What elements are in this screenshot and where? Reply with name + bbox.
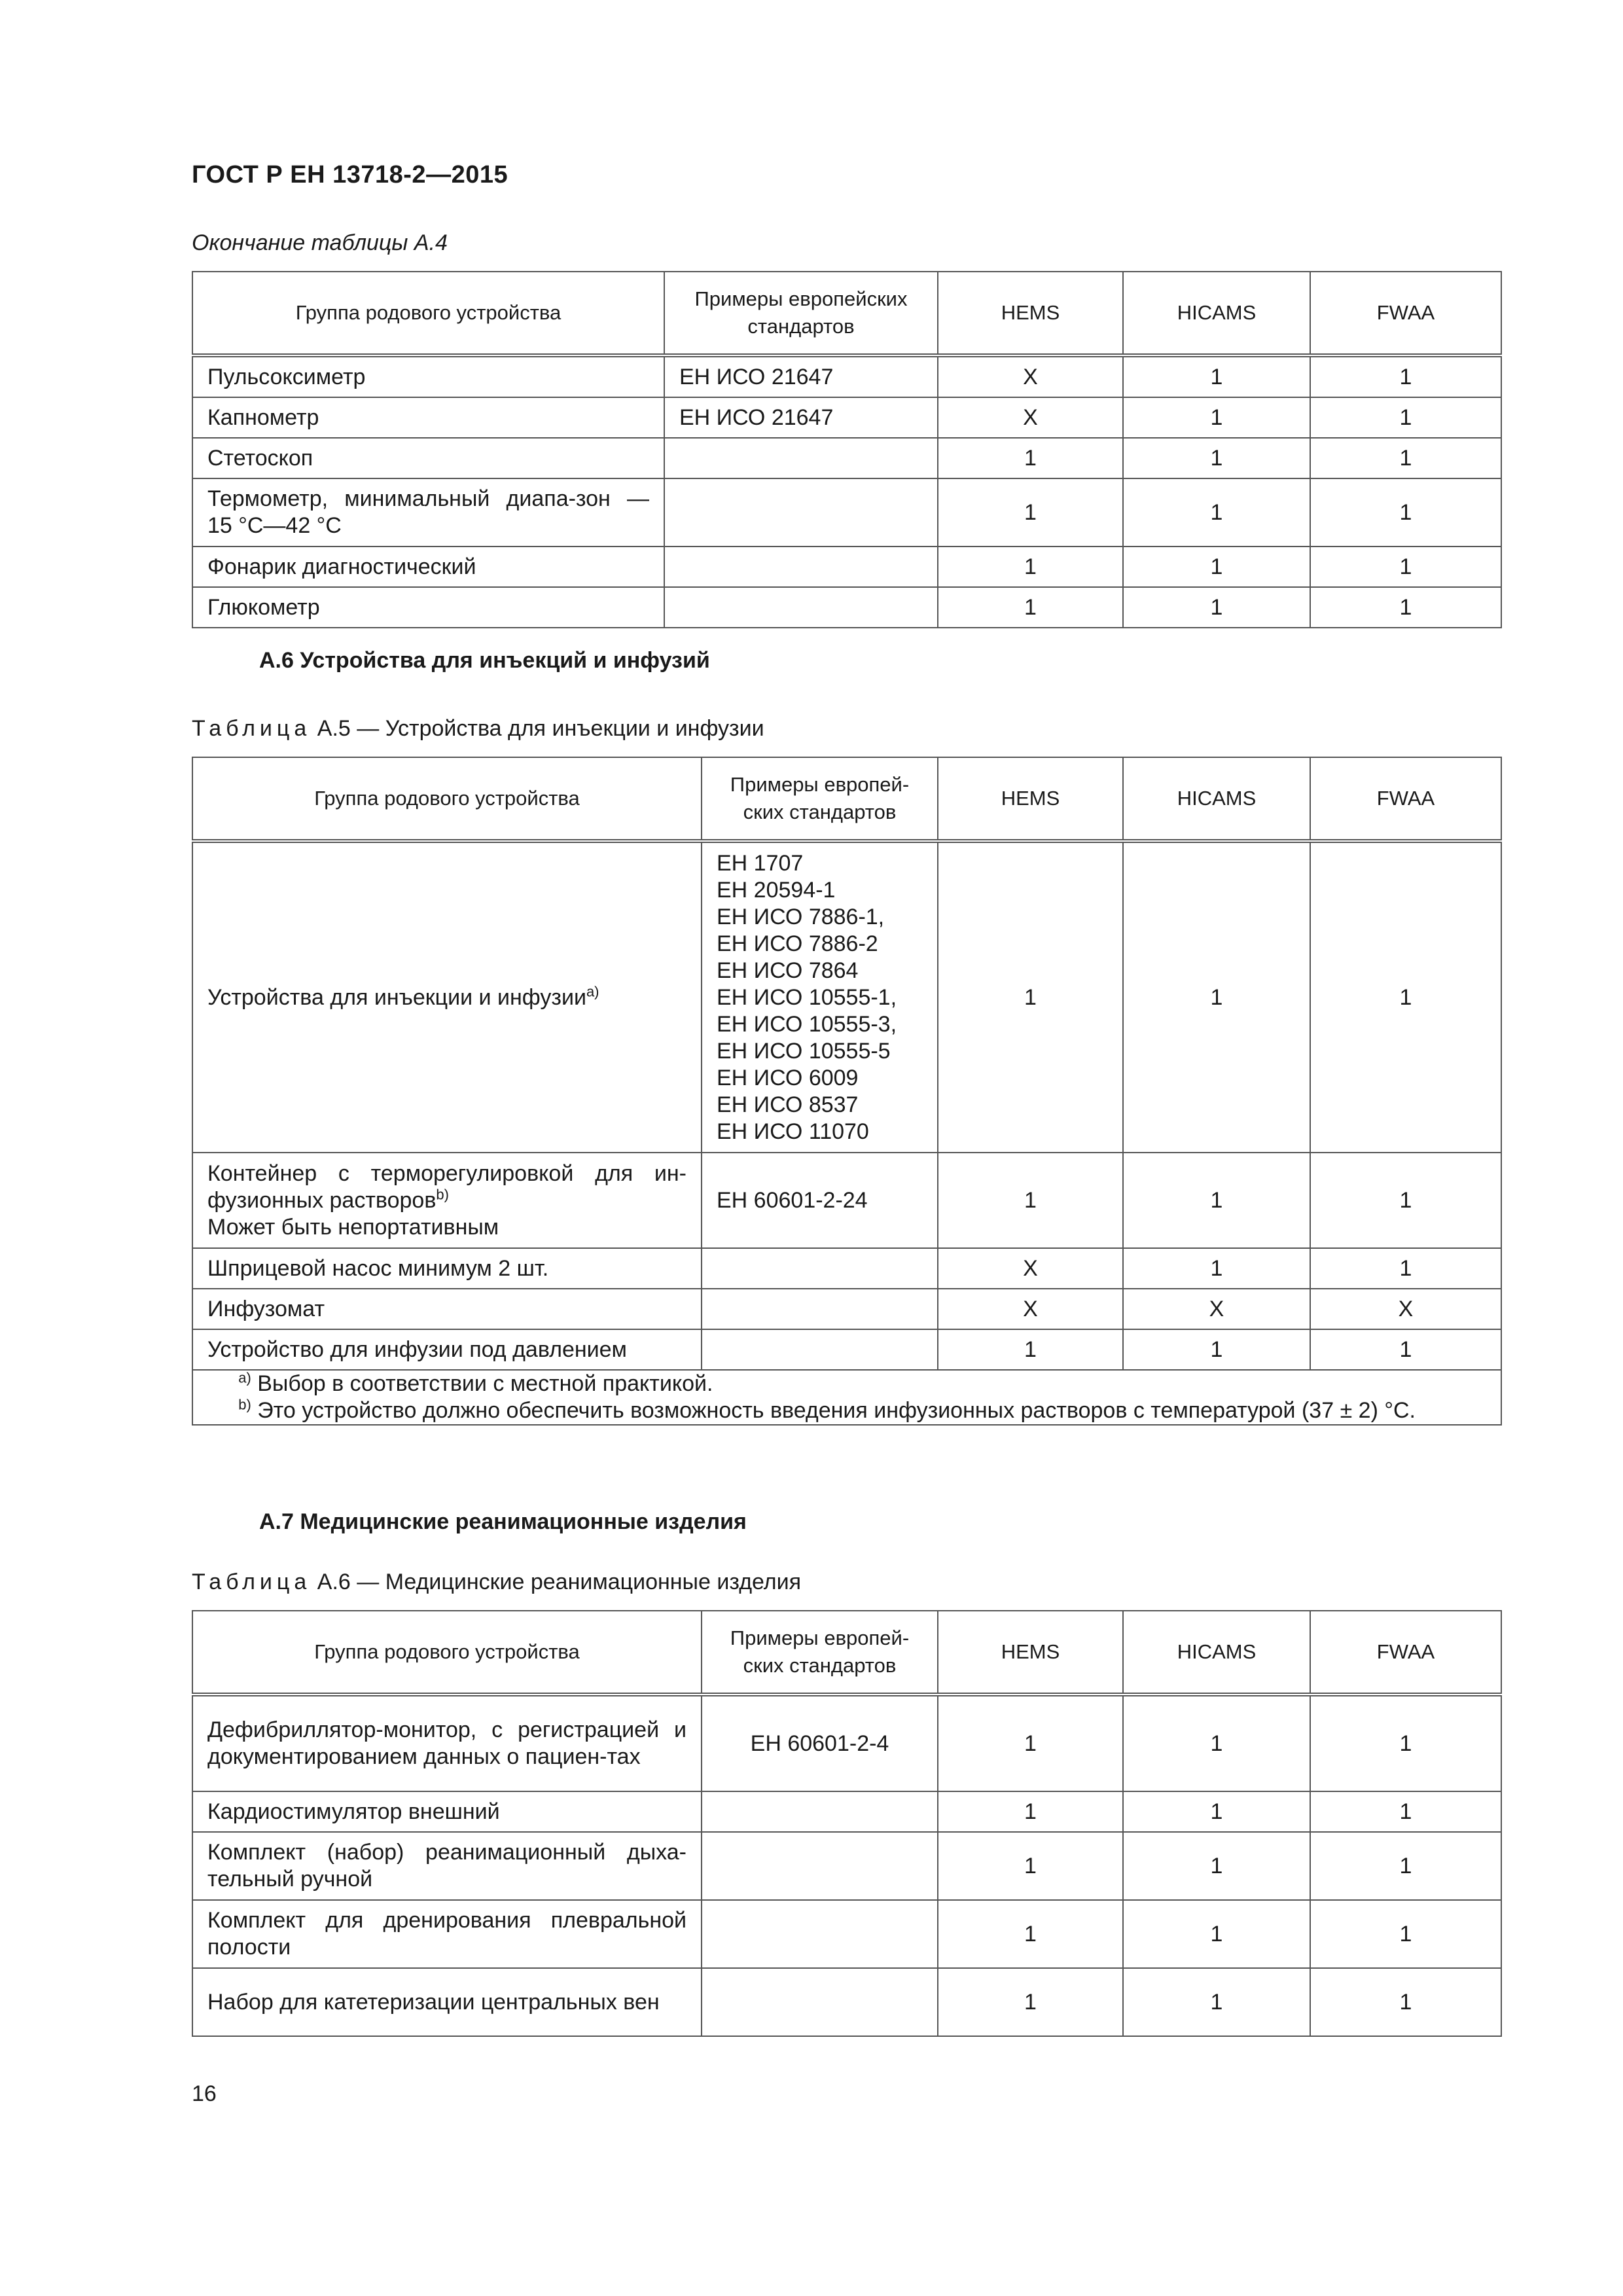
device-cell: Дефибриллятор-монитор, с регистрацией и документированием данных о пациен-тах	[192, 1695, 702, 1791]
table-row	[192, 1791, 1501, 1832]
hems-cell: 1	[938, 1791, 1123, 1832]
hems-cell: 1	[938, 438, 1123, 478]
footnote-mark: a)	[238, 1369, 251, 1386]
standards-cell	[664, 587, 938, 628]
hicams-cell: 1	[1123, 547, 1310, 587]
hems-cell: 1	[938, 547, 1123, 587]
standard-item: ЕН 1707	[717, 850, 804, 876]
table-header-row	[192, 1611, 1501, 1695]
table-row	[192, 1329, 1501, 1370]
table-row	[192, 1248, 1501, 1289]
standard-item: ЕН ИСО 7886-1,	[717, 904, 885, 929]
hems-cell: 1	[938, 1329, 1123, 1370]
standards-cell	[702, 1832, 938, 1900]
fwaa-cell: 1	[1310, 1153, 1501, 1248]
footnote-text: Выбор в соответствии с местной практикой.	[257, 1371, 713, 1396]
column-header: Примеры европей-ских стандартов	[702, 1611, 938, 1695]
standards-cell	[702, 1289, 938, 1329]
footnote-a	[207, 1371, 1486, 1397]
hems-cell: 1	[938, 1900, 1123, 1968]
table-a6	[192, 1610, 1502, 2037]
device-cell: Пульсоксиметр	[192, 355, 664, 397]
page-number: 16	[192, 2081, 217, 2106]
device-cell: Комплект для дренирования плевральной полости	[192, 1900, 702, 1968]
hicams-cell: 1	[1123, 841, 1310, 1153]
footnote-ref: b)	[436, 1186, 449, 1203]
column-header: HEMS	[938, 272, 1123, 355]
standard-item: ЕН ИСО 10555-3,	[717, 1011, 897, 1037]
table-row	[192, 1832, 1501, 1900]
standards-cell	[702, 1968, 938, 2036]
device-cell: Устройство для инфузии под давлением	[192, 1329, 702, 1370]
standards-cell	[702, 1248, 938, 1289]
footnote-ref: a)	[586, 983, 599, 1000]
standard-item: ЕН ИСО 6009	[717, 1065, 859, 1090]
table-header-row	[192, 757, 1501, 841]
device-cell: Шприцевой насос минимум 2 шт.	[192, 1248, 702, 1289]
table-footnotes-row	[192, 1370, 1501, 1425]
device-cell: Комплект (набор) реанимационный дыха-тельный ручной	[192, 1832, 702, 1900]
table-header-row	[192, 272, 1501, 355]
hems-cell: 1	[938, 587, 1123, 628]
fwaa-cell: 1	[1310, 1791, 1501, 1832]
column-header: Примеры европейских стандартов	[664, 272, 938, 355]
table-a4	[192, 271, 1502, 628]
standards-cell	[702, 1900, 938, 1968]
document-title: ГОСТ Р ЕН 13718-2—2015	[192, 161, 508, 188]
hicams-cell: 1	[1123, 1329, 1310, 1370]
standard-item: ЕН ИСО 10555-5	[717, 1038, 891, 1064]
hems-cell: 1	[938, 1695, 1123, 1791]
table-caption-text: А.6 — Медицинские реанимационные изделия	[317, 1570, 802, 1594]
fwaa-cell: 1	[1310, 1248, 1501, 1289]
hicams-cell: 1	[1123, 1900, 1310, 1968]
table-row	[192, 438, 1501, 478]
fwaa-cell: 1	[1310, 355, 1501, 397]
device-cell: Термометр, минимальный диапа-зон — 15 °С—42 °С	[192, 478, 664, 547]
hicams-cell: 1	[1123, 1832, 1310, 1900]
footnotes-cell	[192, 1370, 1501, 1425]
column-header: FWAA	[1310, 757, 1501, 841]
hicams-cell: 1	[1123, 355, 1310, 397]
device-cell	[192, 841, 702, 1153]
device-cell: Стетоскоп	[192, 438, 664, 478]
table-row	[192, 478, 1501, 547]
table-a6-caption	[192, 1570, 801, 1595]
hems-cell: X	[938, 397, 1123, 438]
column-header: Группа родового устройства	[192, 272, 664, 355]
column-header: HEMS	[938, 1611, 1123, 1695]
table-a5	[192, 757, 1502, 1426]
standards-cell: ЕН 60601-2-24	[702, 1153, 938, 1248]
fwaa-cell: 1	[1310, 1329, 1501, 1370]
device-cell: Кардиостимулятор внешний	[192, 1791, 702, 1832]
device-name: Контейнер с терморегулировкой для ин-фузионных растворов	[207, 1160, 687, 1213]
standards-cell	[664, 438, 938, 478]
footnote-text: Это устройство должно обеспечить возможность введения инфузионных растворов с температурой (37 ± 2) °С.	[257, 1398, 1416, 1423]
table-row	[192, 1968, 1501, 2036]
fwaa-cell: 1	[1310, 438, 1501, 478]
standards-cell: ЕН 60601-2-4	[702, 1695, 938, 1791]
column-header: Группа родового устройства	[192, 757, 702, 841]
column-header: Примеры европей-ских стандартов	[702, 757, 938, 841]
fwaa-cell: 1	[1310, 841, 1501, 1153]
table-row	[192, 1153, 1501, 1248]
section-a6-heading: А.6 Устройства для инъекций и инфузий	[259, 648, 710, 673]
hicams-cell: 1	[1123, 1791, 1310, 1832]
fwaa-cell: 1	[1310, 397, 1501, 438]
table-row	[192, 1289, 1501, 1329]
hems-cell: 1	[938, 1832, 1123, 1900]
device-name: Устройства для инъекции и инфузии	[207, 984, 586, 1010]
standard-item: ЕН ИСО 11070	[717, 1119, 869, 1144]
column-header: FWAA	[1310, 272, 1501, 355]
table-row	[192, 397, 1501, 438]
hicams-cell: 1	[1123, 1248, 1310, 1289]
hicams-cell: 1	[1123, 478, 1310, 547]
hicams-cell: 1	[1123, 1968, 1310, 2036]
table-caption-text: А.5 — Устройства для инъекции и инфузии	[317, 716, 764, 741]
standard-item: ЕН ИСО 8537	[717, 1092, 859, 1117]
device-cell: Глюкометр	[192, 587, 664, 628]
device-cell: Набор для катетеризации центральных вен	[192, 1968, 702, 2036]
table-row	[192, 841, 1501, 1153]
table-row	[192, 1695, 1501, 1791]
device-cell: Фонарик диагностический	[192, 547, 664, 587]
table-row	[192, 355, 1501, 397]
table-a5-caption	[192, 716, 764, 742]
hicams-cell: 1	[1123, 587, 1310, 628]
hicams-cell: 1	[1123, 438, 1310, 478]
column-header: HICAMS	[1123, 272, 1310, 355]
hems-cell: 1	[938, 1968, 1123, 2036]
column-header: FWAA	[1310, 1611, 1501, 1695]
fwaa-cell: 1	[1310, 1832, 1501, 1900]
fwaa-cell: 1	[1310, 478, 1501, 547]
table-caption-label: Таблица	[192, 716, 312, 741]
table-row	[192, 1900, 1501, 1968]
hems-cell: X	[938, 355, 1123, 397]
hicams-cell: X	[1123, 1289, 1310, 1329]
hicams-cell: 1	[1123, 1153, 1310, 1248]
standards-cell	[702, 841, 938, 1153]
standard-item: ЕН 20594-1	[717, 877, 836, 903]
hems-cell: X	[938, 1289, 1123, 1329]
standard-item: ЕН ИСО 7886-2	[717, 931, 878, 956]
fwaa-cell: 1	[1310, 1968, 1501, 2036]
table-row	[192, 587, 1501, 628]
fwaa-cell: 1	[1310, 1900, 1501, 1968]
hems-cell: X	[938, 1248, 1123, 1289]
fwaa-cell: 1	[1310, 547, 1501, 587]
fwaa-cell: 1	[1310, 1695, 1501, 1791]
footnote-mark: b)	[238, 1396, 251, 1413]
column-header: HICAMS	[1123, 1611, 1310, 1695]
device-cell	[192, 1153, 702, 1248]
table-row	[192, 547, 1501, 587]
fwaa-cell: 1	[1310, 587, 1501, 628]
standards-cell: ЕН ИСО 21647	[664, 397, 938, 438]
hems-cell: 1	[938, 478, 1123, 547]
table-a4-continuation-caption: Окончание таблицы А.4	[192, 230, 448, 255]
device-note: Может быть непортативным	[207, 1214, 499, 1240]
table-caption-label: Таблица	[192, 1570, 312, 1594]
standards-cell: ЕН ИСО 21647	[664, 355, 938, 397]
standards-cell	[702, 1329, 938, 1370]
standard-item: ЕН ИСО 7864	[717, 958, 859, 983]
hicams-cell: 1	[1123, 397, 1310, 438]
fwaa-cell: X	[1310, 1289, 1501, 1329]
device-cell: Инфузомат	[192, 1289, 702, 1329]
column-header: HICAMS	[1123, 757, 1310, 841]
section-a7-heading: А.7 Медицинские реанимационные изделия	[259, 1509, 747, 1534]
footnote-b	[207, 1397, 1486, 1424]
hicams-cell: 1	[1123, 1695, 1310, 1791]
standards-cell	[664, 478, 938, 547]
hems-cell: 1	[938, 841, 1123, 1153]
column-header: HEMS	[938, 757, 1123, 841]
standard-item: ЕН ИСО 10555-1,	[717, 984, 897, 1010]
column-header: Группа родового устройства	[192, 1611, 702, 1695]
hems-cell: 1	[938, 1153, 1123, 1248]
standards-cell	[664, 547, 938, 587]
device-cell: Капнометр	[192, 397, 664, 438]
standards-cell	[702, 1791, 938, 1832]
